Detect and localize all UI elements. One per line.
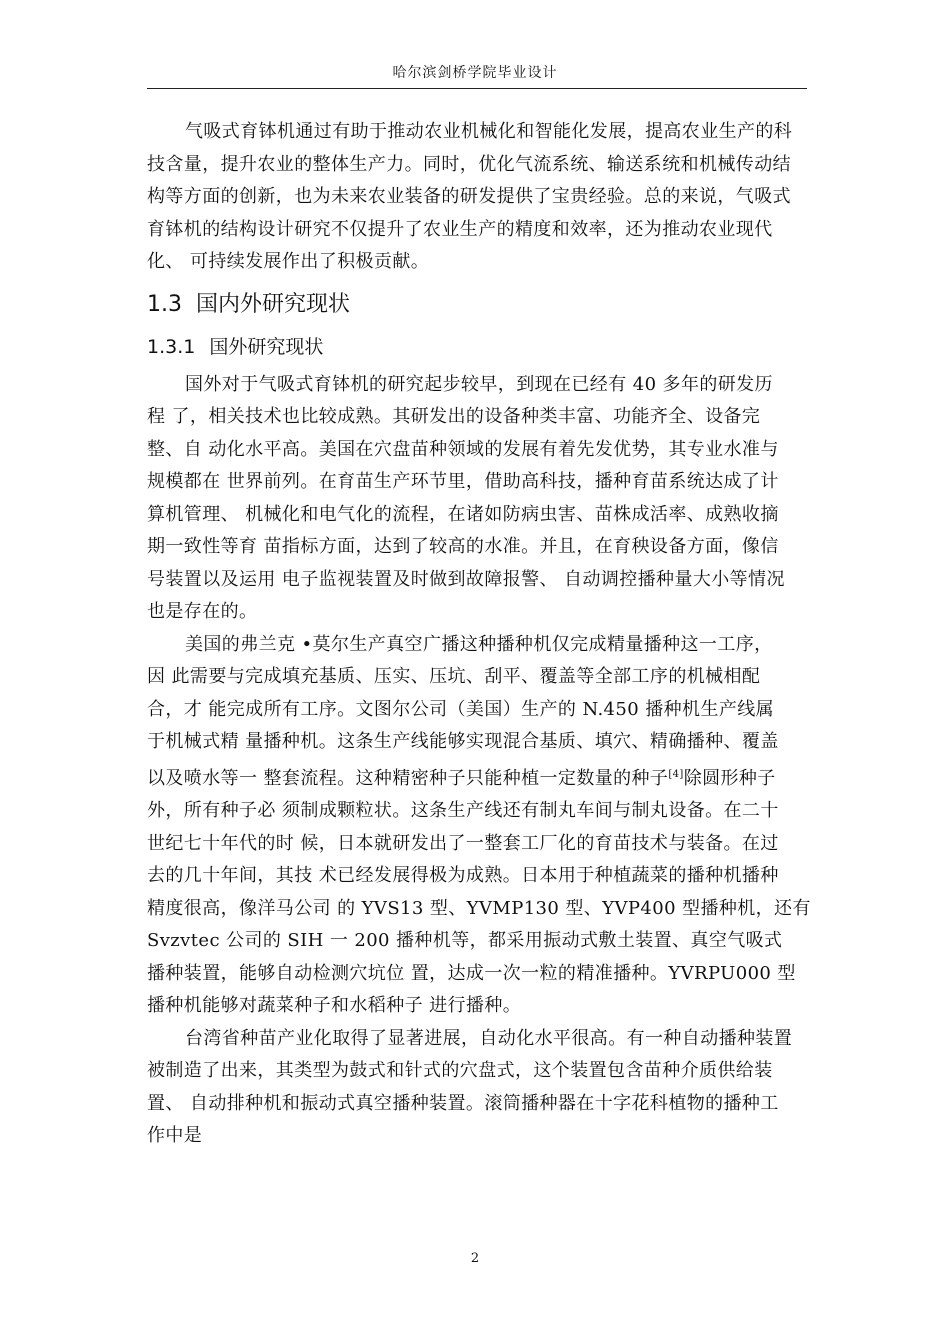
text-line: 技含量，提升农业的整体生产力。同时，优化气流系统、输送系统和机械传动结 — [147, 153, 791, 175]
page-number: 2 — [470, 1251, 480, 1266]
text-line: 外，所有种子必 须制成颗粒状。这条生产线还有制丸车间与制丸设备。在二十 — [147, 800, 779, 821]
text-line: 气吸式育钵机通过有助于推动农业机械化和智能化发展，提高农业生产的科 — [185, 121, 793, 142]
text-line: 算机管理、 机械化和电气化的流程，在诸如防病虫害、苗株成活率、成熟收摘 — [147, 503, 779, 525]
text-line: 精度很高，像洋马公司 的 YVS13 型、YVMP130 型、YVP400 型播种机，还有 — [147, 897, 811, 919]
text-line: 也是存在的。 — [147, 601, 258, 622]
text-line: 规模都在 世界前列。在育苗生产环节里，借助高科技，播种育苗系统达成了计 — [147, 471, 779, 492]
text-line: Svzvtec 公司的 SIH 一 200 播种机等，都采用振动式敷土装置、真空气吸式 — [147, 930, 783, 951]
text-line: 播种装置，能够自动检测穴坑位 置，达成一次一粒的精准播种。YVRPU000 型 — [147, 962, 796, 984]
text-line: 台湾省种苗产业化取得了显著进展，自动化水平很高。有一种自动播种装置 — [185, 1027, 793, 1049]
section-number: 1.3 — [147, 291, 182, 317]
text-line: 去的几十年间，其技 术已经发展得极为成熟。日本用于种植蔬菜的播种机播种 — [147, 865, 779, 886]
text-line: 于机械式精 量播种机。这条生产线能够实现混合基质、填穴、精确播种、覆盖 — [147, 731, 779, 752]
text-line: 育钵机的结构设计研究不仅提升了农业生产的精度和效率，还为推动农业现代 — [147, 218, 773, 240]
text-line: 世纪七十年代的时 候，日本就研发出了一整套工厂化的育苗技术与装备。在过 — [147, 832, 779, 854]
text-line-with-citation — [147, 759, 812, 796]
page-header: 哈尔滨剑桥学院毕业设计 — [392, 65, 558, 81]
paragraph-taiwan — [147, 1023, 812, 1153]
text-line: 程 了，相关技术也比较成熟。其研发出的设备种类丰富、功能齐全、设备完 — [147, 406, 761, 427]
page-body — [147, 116, 812, 1153]
text-line: 因 此需要与完成填充基质、压实、压坑、刮平、覆盖等全部工序的机械相配 — [147, 666, 761, 687]
subsection-number: 1.3.1 — [147, 335, 196, 358]
text-line: 号装置以及运用 电子监视装置及时做到故障报警、 自动调控播种量大小等情况 — [147, 568, 785, 590]
text-line: 构等方面的创新，也为未来农业装备的研发提供了宝贵经验。总的来说，气吸式 — [147, 186, 791, 207]
subsection-heading — [147, 333, 812, 361]
text-line: 合，才 能完成所有工序。文图尔公司（美国）生产的 N.450 播种机生产线属 — [147, 698, 775, 720]
citation-reference[interactable]: [4] — [668, 768, 684, 780]
text-line: 置、 自动排种机和振动式真空播种装置。滚筒播种器在十字花科植物的播种工 — [147, 1092, 779, 1114]
intro-paragraph — [147, 116, 812, 279]
text-line: 作中是 — [147, 1125, 203, 1146]
subsection-title: 国外研究现状 — [209, 335, 324, 358]
paragraph-foreign-research — [147, 369, 812, 629]
text-line: 整、自 动化水平高。美国在穴盘苗种领域的发展有着先发优势，其专业水准与 — [147, 438, 779, 460]
header-divider — [147, 88, 807, 89]
text-line: 美国的弗兰克 •莫尔生产真空广播这种播种机仅完成精量播种这一工序， — [185, 633, 773, 655]
text-segment: 以及喷水等一 整套流程。这种精密种子只能种植一定数量的种子 — [147, 767, 669, 789]
text-line: 播种机能够对蔬菜种子和水稻种子 进行播种。 — [147, 995, 522, 1016]
section-heading — [147, 289, 812, 321]
text-segment: 除圆形种子 — [683, 767, 776, 789]
text-line: 化、 可持续发展作出了积极贡献。 — [147, 251, 430, 272]
text-line: 被制造了出来，其类型为鼓式和针式的穴盘式，这个装置包含苗种介质供给装 — [147, 1060, 773, 1081]
section-title: 国内外研究现状 — [196, 291, 351, 317]
text-line: 期一致性等育 苗指标方面，达到了较高的水准。并且，在育秧设备方面，像信 — [147, 536, 779, 557]
paragraph-us-japan — [147, 629, 812, 1023]
text-line: 国外对于气吸式育钵机的研究起步较早，到现在已经有 40 多年的研发历 — [185, 373, 773, 395]
